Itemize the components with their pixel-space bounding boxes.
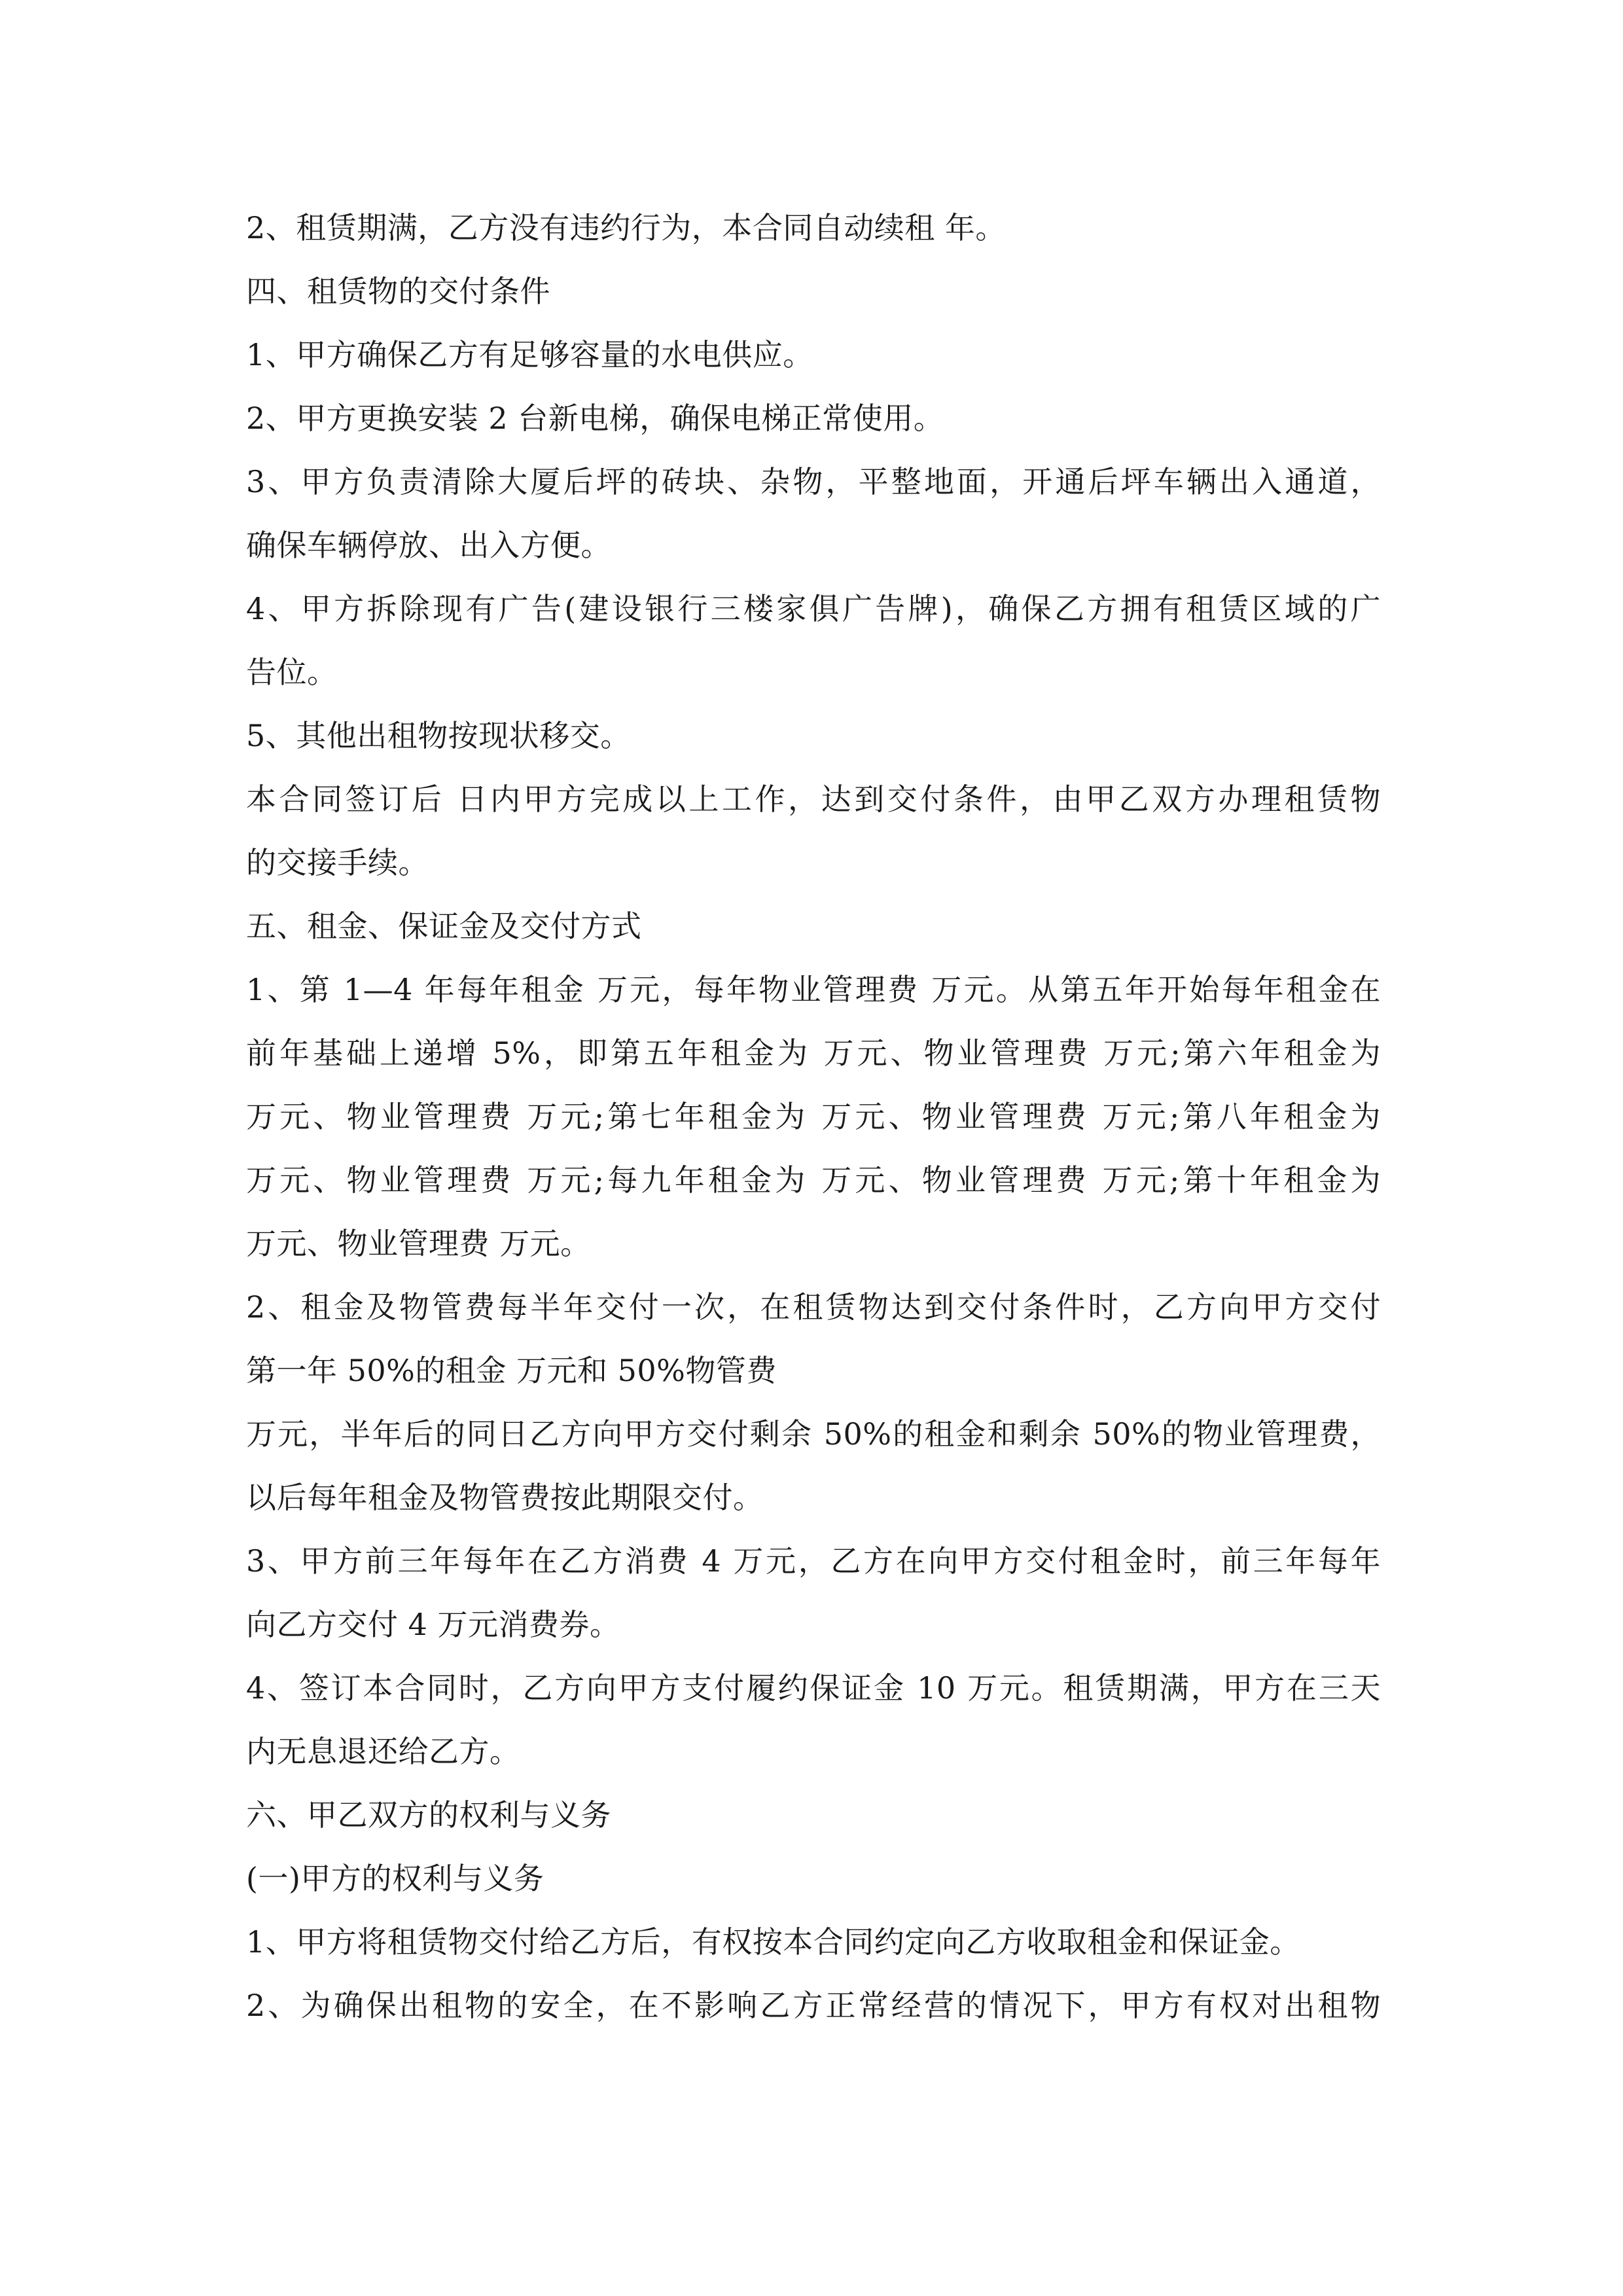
text-line: 向乙方交付 4 万元消费券。 — [246, 1607, 620, 1642]
text-line: 的交接手续。 — [246, 845, 429, 880]
subsection-heading: (一)甲方的权利与义务 — [246, 1861, 544, 1896]
text-line: 万元、物业管理费 万元。 — [246, 1226, 591, 1261]
section-heading: 五、租金、保证金及交付方式 — [246, 908, 642, 944]
text-line: 本合同签订后 日内甲方完成以上工作，达到交付条件，由甲乙双方办理租赁物 — [246, 781, 1381, 817]
text-line: 2、租金及物管费每半年交付一次，在租赁物达到交付条件时，乙方向甲方交付 — [246, 1289, 1381, 1325]
text-line: 1、第 1—4 年每年租金 万元，每年物业管理费 万元。从第五年开始每年租金在 — [246, 972, 1381, 1007]
text-line: 内无息退还给乙方。 — [246, 1734, 520, 1769]
text-line: 1、甲方将租赁物交付给乙方后，有权按本合同约定向乙方收取租金和保证金。 — [246, 1924, 1300, 1960]
text-line: 万元、物业管理费 万元;每九年租金为 万元、物业管理费 万元;第十年租金为 — [246, 1162, 1381, 1198]
text-line: 以后每年租金及物管费按此期限交付。 — [246, 1480, 764, 1515]
text-line: 5、其他出租物按现状移交。 — [246, 718, 631, 753]
text-line: 2、租赁期满，乙方没有违约行为，本合同自动续租 年。 — [246, 210, 1006, 245]
text-line: 万元、物业管理费 万元;第七年租金为 万元、物业管理费 万元;第八年租金为 — [246, 1099, 1381, 1134]
text-line: 告位。 — [246, 655, 338, 690]
text-line: 确保车辆停放、出入方便。 — [246, 528, 611, 563]
text-line: 2、为确保出租物的安全，在不影响乙方正常经营的情况下，甲方有权对出租物 — [246, 1988, 1381, 2023]
text-line: 3、甲方前三年每年在乙方消费 4 万元，乙方在向甲方交付租金时，前三年每年 — [246, 1543, 1381, 1579]
contract-body — [246, 196, 1381, 2037]
text-line: 2、甲方更换安装 2 台新电梯，确保电梯正常使用。 — [246, 401, 944, 436]
text-line: 万元，半年后的同日乙方向甲方交付剩余 50%的租金和剩余 50%的物业管理费， — [246, 1416, 1381, 1452]
text-line: 4、签订本合同时，乙方向甲方支付履约保证金 10 万元。租赁期满，甲方在三天 — [246, 1670, 1381, 1706]
section-heading: 四、租赁物的交付条件 — [246, 274, 550, 309]
section-heading: 六、甲乙双方的权利与义务 — [246, 1797, 611, 1833]
text-line: 4、甲方拆除现有广告(建设银行三楼家俱广告牌)，确保乙方拥有租赁区域的广 — [246, 591, 1381, 626]
text-line: 第一年 50%的租金 万元和 50%物管费 — [246, 1353, 777, 1388]
text-line: 前年基础上递增 5%，即第五年租金为 万元、物业管理费 万元;第六年租金为 — [246, 1035, 1381, 1071]
text-line: 3、甲方负责清除大厦后坪的砖块、杂物，平整地面，开通后坪车辆出入通道， — [246, 464, 1381, 499]
text-line: 1、甲方确保乙方有足够容量的水电供应。 — [246, 337, 813, 372]
